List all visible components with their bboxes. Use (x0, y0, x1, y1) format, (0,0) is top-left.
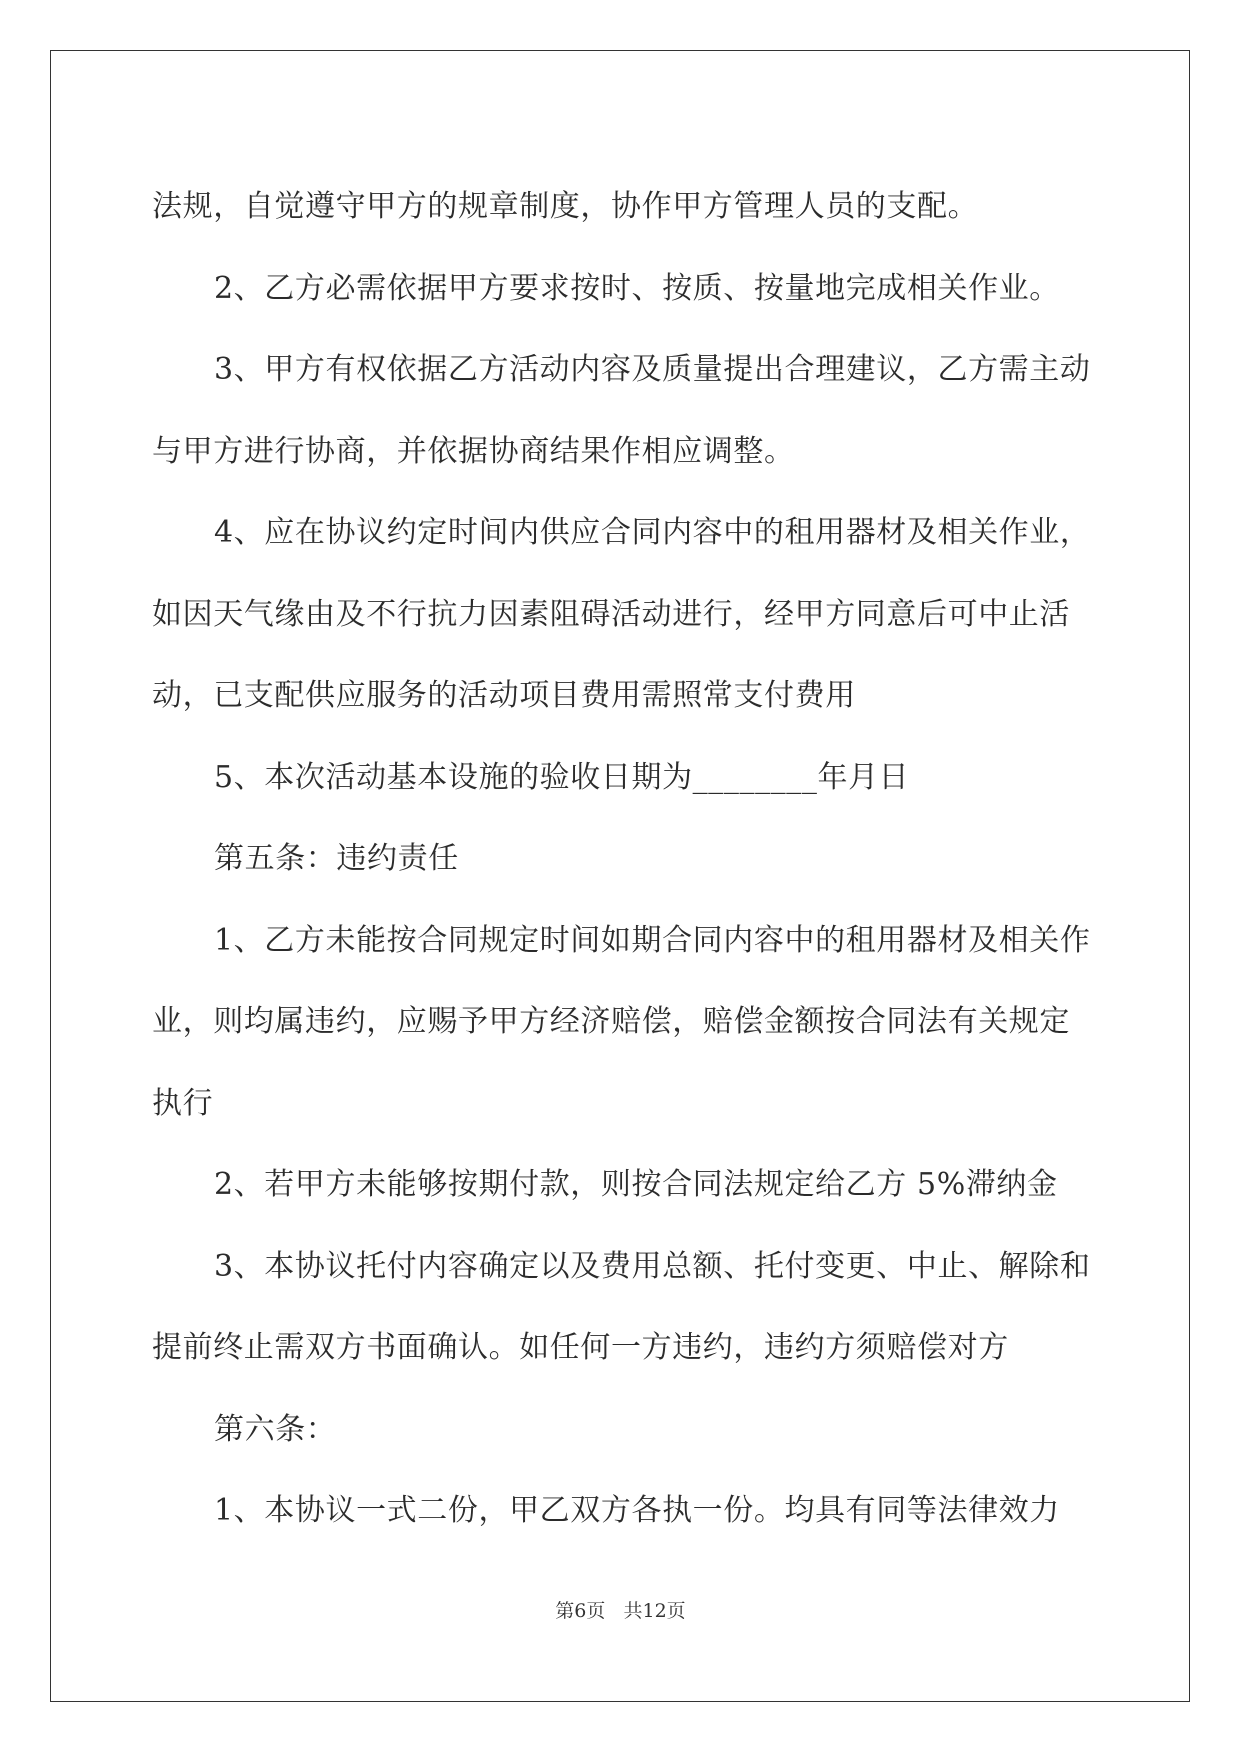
section-heading: 第六条： (214, 1411, 337, 1447)
section-heading: 第五条：违约责任 (214, 841, 459, 876)
text-line: 如因天气缘由及不行抗力因素阻碍活动进行，经甲方同意后可中止活 (152, 596, 1070, 632)
text-line: 提前终止需双方书面确认。如任何一方违约，违约方须赔偿对方 (152, 1330, 1009, 1365)
text-line: 动，已支配供应服务的活动项目费用需照常支付费用 (152, 678, 856, 713)
text-line: 1、乙方未能按合同规定时间如期合同内容中的租用器材及相关作 (214, 922, 1091, 958)
text-line: 法规，自觉遵守甲方的规章制度，协作甲方管理人员的支配。 (152, 189, 979, 224)
text-line: 5、本次活动基本设施的验收日期为________年月日 (214, 759, 910, 795)
page-number-footer: 第6页 共12页 (555, 1600, 686, 1622)
text-line: 3、本协议托付内容确定以及费用总额、托付变更、中止、解除和 (214, 1248, 1091, 1284)
text-line: 4、应在协议约定时间内供应合同内容中的租用器材及相关作业， (214, 515, 1091, 550)
text-line: 执行 (152, 1085, 214, 1121)
text-line: 与甲方进行协商，并依据协商结果作相应调整。 (152, 433, 795, 469)
document-body (152, 166, 1098, 1552)
text-line: 2、乙方必需依据甲方要求按时、按质、按量地完成相关作业。 (214, 270, 1060, 306)
text-line: 业，则均属违约，应赐予甲方经济赔偿，赔偿金额按合同法有关规定 (152, 1004, 1070, 1039)
text-line: 3、甲方有权依据乙方活动内容及质量提出合理建议，乙方需主动 (214, 352, 1091, 387)
text-line: 1、本协议一式二份，甲乙双方各执一份。均具有同等法律效力 (214, 1493, 1060, 1528)
text-line: 2、若甲方未能够按期付款，则按合同法规定给乙方 5%滞纳金 (214, 1167, 1058, 1202)
